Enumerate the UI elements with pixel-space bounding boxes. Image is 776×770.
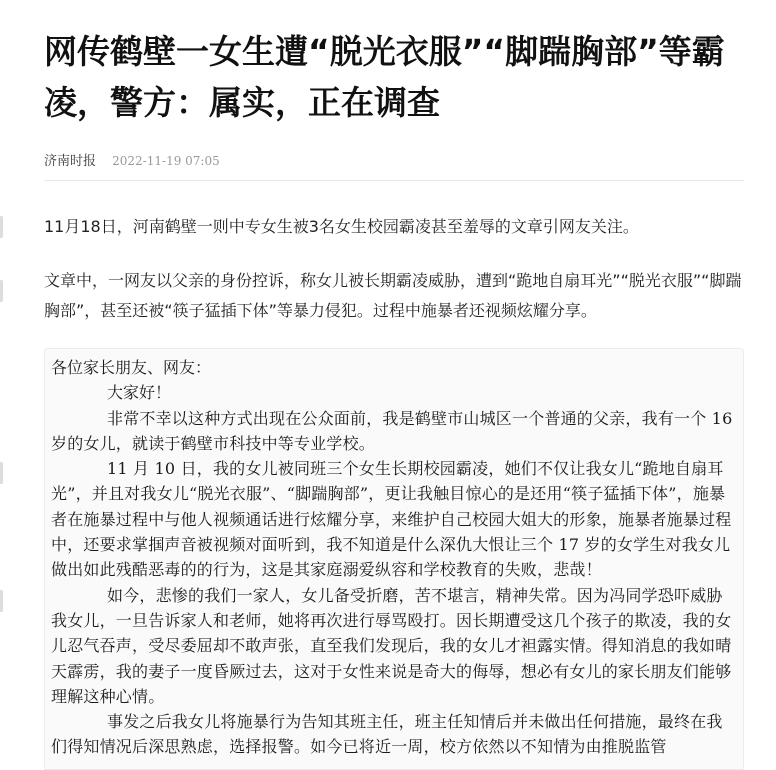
- letter-salutation: 各位家长朋友、网友：: [51, 358, 212, 377]
- article-paragraph: 文章中，一网友以父亲的身份控诉，称女儿被长期霸凌威胁，遭到“跪地自扇耳光”“脱光衣服”“脚踹胸部”，甚至还被“筷子猛插下体”等暴力侵犯。过程中施暴者还视频炫耀分享。: [44, 271, 742, 320]
- header-divider: [44, 180, 744, 181]
- article-title: 网传鹤壁一女生遭“脱光衣服”“脚踹胸部”等霸凌，警方：属实，正在调查: [44, 32, 725, 122]
- left-edge-marker: [0, 462, 3, 484]
- letter-greeting: 大家好！: [107, 383, 172, 403]
- letter-text: [51, 355, 737, 760]
- left-edge-marker: [0, 280, 3, 302]
- article-paragraph: 11月18日，河南鹤壁一则中专女生被3名女生校园霸凌甚至羞辱的文章引网友关注。: [44, 217, 639, 236]
- article-source[interactable]: 济南时报: [44, 154, 97, 169]
- article-date: 2022-11-19 07:05: [112, 154, 220, 168]
- letter-paragraph: 如今，悲惨的我们一家人，女儿备受折磨，苦不堪言，精神失常。因为冯同学恐吓威胁我女儿，一旦告诉家人和老师，她将再次进行辱骂殴打。因长期遭受这几个孩子的欺凌，我的女儿忍气吞声，受尽委屈却不敢声张，直至我们发现后，我的女儿才袒露实情。得知消息的我如晴天霹雳，我的妻子一度昏厥过去，这对于女性来说是奇大的侮辱，想必有女儿的家长朋友们能够理解这种心情。: [51, 585, 732, 706]
- letter-paragraph: 11 月 10 日，我的女儿被同班三个女生长期校园霸凌，她们不仅让我女儿“跪地自扇耳光”，并且对我女儿“脱光衣服”、“脚踹胸部”，更让我触目惊心的是还用“筷子猛插下体”，施暴者在施暴过程中与他人视频通话进行炫耀分享，来维护自己校园大姐大的形象，施暴者施暴过程中，还要求掌掴声音被视频对面听到，我不知道是什么深仇大恨让三个 17 岁的女学生对我女儿做出如此残酷恶毒的的行为，这是其家庭溺爱纵容和学校教育的失败，悲哉！: [51, 459, 732, 580]
- article-meta: [44, 150, 220, 169]
- letter-paragraph: 事发之后我女儿将施暴行为告知其班主任，班主任知情后并未做出任何措施，最终在我们得知情况后深思熟虑，选择报警。如今已将近一周，校方依然以不知情为由推脱监管: [51, 712, 723, 757]
- left-edge-marker: [0, 590, 3, 612]
- letter-image[interactable]: [44, 348, 744, 770]
- letter-paragraph: 非常不幸以这种方式出现在公众面前，我是鹤壁市山城区一个普通的父亲，我有一个 16 岁的女儿，就读于鹤壁市科技中等专业学校。: [51, 408, 733, 453]
- left-edge-marker: [0, 216, 3, 238]
